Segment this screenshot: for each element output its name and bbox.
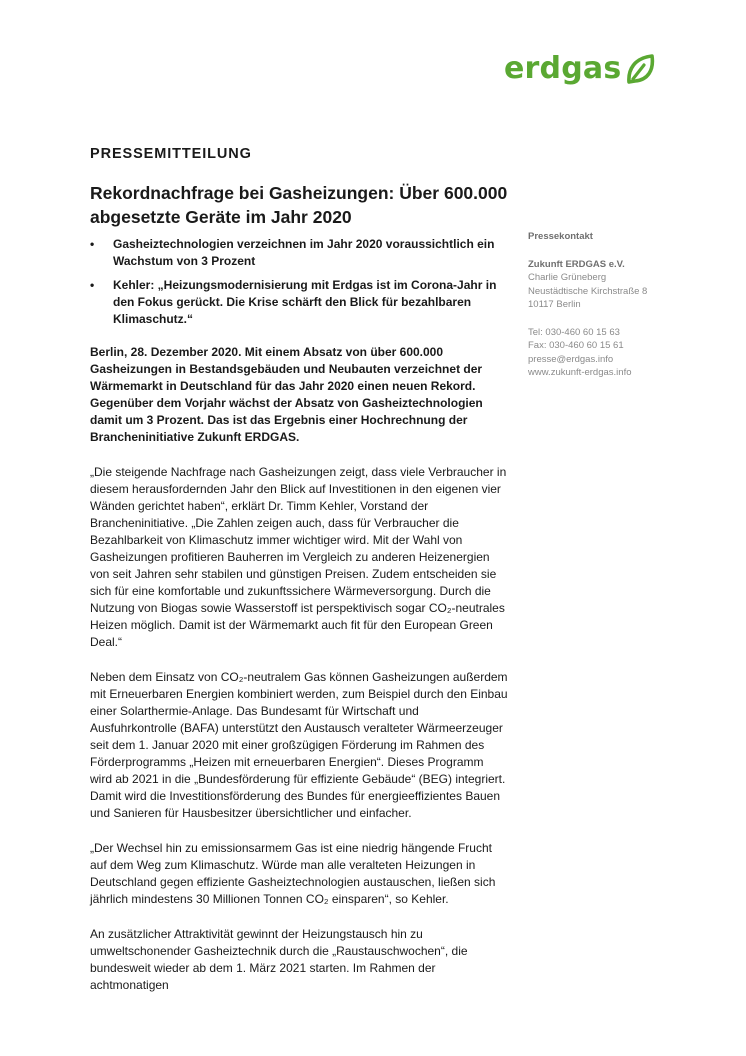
logo-wordmark: erdgas [504,51,622,86]
contact-website[interactable]: www.zukunft-erdgas.info [528,367,632,378]
bullet-icon: • [90,237,95,251]
bullet-icon: • [90,278,95,292]
body-paragraph: Neben dem Einsatz von CO₂-neutralem Gas können Gasheizungen außerdem mit Erneuerbaren Energien kombiniert werden, zum Beispiel durch den Einbau einer Solarthermie-Anlage. Das Bundesamt für Wirtschaft und Ausfuhrkontrolle (BAFA) unterstützt den Austausch veralteter Wärmeerzeuger seit dem 1. Januar 2020 mit einer großzügigen Förderung im Rahmen des Förderprogramms „Heizen mit erneuerbaren Energien“. Dieses Programm wird ab 2021 in die „Bundesförderung für effiziente Gebäude“ (BEG) integriert. Damit wird die Investitionsförderung des Bundes für energieeffizientes Bauen und Sanieren für Hausbesitzer übersichtlicher und einfacher. [90,670,508,820]
contact-name: Charlie Grüneberg [528,272,607,283]
contact-phone: Tel: 030-460 60 15 63 [528,326,620,338]
contact-city: 10117 Berlin [528,299,581,310]
document-label: PRESSEMITTEILUNG [90,146,252,162]
lead-paragraph: Berlin, 28. Dezember 2020. Mit einem Absatz von über 600.000 Gasheizungen in Bestandsgebäuden und Neubauten verzeichnet der Wärmemarkt in Deutschland für das Jahr 2020 einen neuen Rekord. Gegenüber dem Vorjahr wächst der Absatz von Gasheiztechnologien damit um 3 Prozent. Das ist das Ergebnis einer Hochrechnung der Brancheninitiative Zukunft ERDGAS. [90,345,483,444]
bullet-text: Kehler: „Heizungsmodernisierung mit Erdgas ist im Corona-Jahr in den Fokus gerückt. Die Krise schärft den Blick für bezahlbaren Klimaschutz.“ [113,278,497,326]
contact-heading: Pressekontakt [528,231,593,242]
headline: Rekordnachfrage bei Gasheizungen: Über 600.000 abgesetzte Geräte im Jahr 2020 [90,183,508,227]
body-paragraph: An zusätzlicher Attraktivität gewinnt der Heizungstausch hin zu umweltschonender Gasheiztechnik durch die „Raustauschwochen“, die bundesweit wieder ab dem 1. März 2021 starten. Im Rahmen der achtmonatigen [90,927,468,992]
contact-address [528,258,678,312]
contact-email[interactable]: presse@erdgas.info [528,353,614,365]
leaf-icon [624,52,656,86]
body-paragraph: „Der Wechsel hin zu emissionsarmem Gas ist eine niedrig hängende Frucht auf dem Weg zum Klimaschutz. Würde man alle veralteten Heizungen in Deutschland gegen effiziente Gasheiztechnologien austauschen, ließen sich jährlich mindestens 30 Millionen Tonnen CO₂ einsparen“, so Kehler. [90,841,496,906]
article-body [90,344,508,1012]
contact-fax: Fax: 030-460 60 15 61 [528,340,624,351]
brand-logo [504,52,656,86]
press-contact [528,230,678,394]
bullet-item [90,236,515,270]
contact-organization: Zukunft ERDGAS e.V. [528,258,625,270]
bullet-item [90,277,515,328]
summary-bullets [90,236,515,335]
body-paragraph: „Die steigende Nachfrage nach Gasheizungen zeigt, dass viele Verbraucher in diesem herausfordernden Jahr den Blick auf Investitionen in den eigenen vier Wänden gerichtet haben“, erklärt Dr. Timm Kehler, Vorstand der Brancheninitiative. „Die Zahlen zeigen auch, dass für Verbraucher die Bezahlbarkeit von Klimaschutz immer wichtiger wird. Mit der Wahl von Gasheizungen profitieren Bauherren im Vergleich zu anderen Heizenergien von seit Jahren sehr stabilen und günstigen Preisen. Zudem entscheiden sie sich für eine komfortable und zukunftssichere Wärmeversorgung. Durch die Nutzung von Biogas sowie Wasserstoff ist perspektivisch sogar CO₂-neutrales Heizen möglich. Damit ist der Wärmemarkt auch fit für den European Green Deal.“ [90,465,507,649]
contact-channels [528,326,678,380]
bullet-text: Gasheiztechnologien verzeichnen im Jahr 2020 voraussichtlich ein Wachstum von 3 Prozent [113,237,495,268]
contact-street: Neustädtische Kirchstraße 8 [528,285,648,297]
